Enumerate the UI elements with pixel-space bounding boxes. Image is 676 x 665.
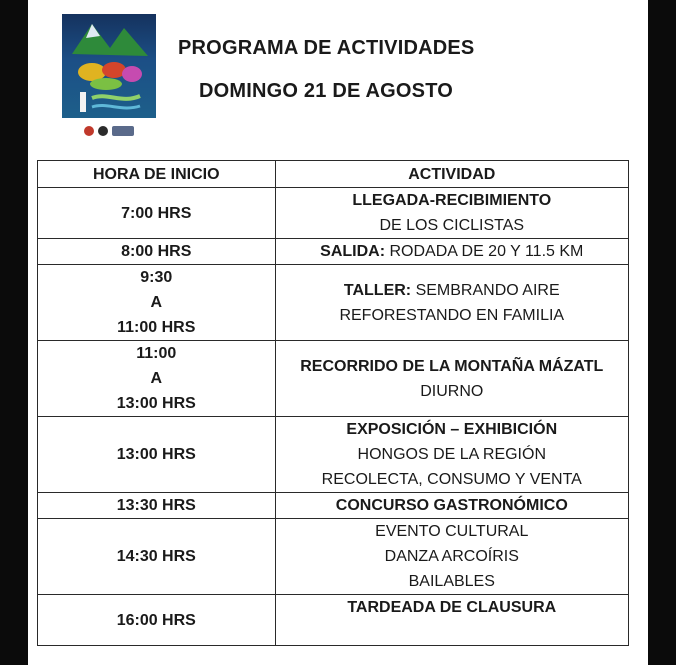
row-start-time [38, 417, 276, 493]
activity-text: RODADA DE 20 Y 11.5 KM [385, 243, 584, 260]
logo-mark-dark-icon [98, 126, 108, 136]
activity-line [276, 278, 628, 303]
schedule-table [37, 160, 629, 646]
row-start-time [38, 519, 276, 595]
activity-emphasis: TALLER: [343, 281, 412, 299]
table-row [38, 188, 629, 239]
activity-text: BAILABLES [408, 573, 495, 590]
right-frame-bar [648, 0, 676, 665]
event-logo [60, 14, 158, 140]
page-title: PROGRAMA DE ACTIVIDADES [178, 37, 475, 59]
row-start-time [38, 188, 276, 239]
activity-emphasis: CONCURSO GASTRONÓMICO [335, 497, 568, 514]
activity-line [276, 354, 628, 379]
activity-text: HONGOS DE LA REGIÓN [357, 446, 546, 463]
activity-text: RECOLECTA, CONSUMO Y VENTA [321, 471, 582, 488]
time-line: 9:30 [140, 269, 173, 286]
activity-line [276, 442, 628, 467]
time-line: 11:00 [136, 345, 177, 362]
row-start-time [38, 239, 276, 265]
row-activity [275, 519, 628, 595]
table-row [38, 493, 629, 519]
activity-line [276, 239, 628, 264]
page-subtitle: DOMINGO 21 DE AGOSTO [199, 80, 454, 102]
row-activity [275, 595, 628, 646]
table-row [38, 265, 629, 341]
header-start-time: HORA DE INICIO [38, 161, 276, 188]
row-activity [275, 188, 628, 239]
row-activity [275, 493, 628, 519]
activity-line [276, 595, 628, 620]
time-line: 14:30 HRS [116, 548, 196, 565]
activity-emphasis: SALIDA: [320, 243, 386, 260]
activity-line [276, 467, 628, 492]
logo-illustration [62, 14, 156, 118]
logo-mark-red-icon [84, 126, 94, 136]
time-line: 13:00 HRS [116, 395, 196, 412]
time-line: 8:00 HRS [121, 243, 192, 260]
table-header-row [38, 161, 629, 188]
logo-mark-text-icon [112, 126, 134, 136]
activity-line [276, 213, 628, 238]
activity-line [276, 569, 628, 594]
time-line: 7:00 HRS [121, 204, 192, 222]
activity-text: REFORESTANDO EN FAMILIA [339, 306, 565, 324]
time-line: 11:00 HRS [117, 319, 196, 336]
row-activity [275, 239, 628, 265]
activity-text: SEMBRANDO AIRE [411, 281, 560, 299]
table-row [38, 417, 629, 493]
activity-line [276, 417, 628, 442]
row-start-time [38, 265, 276, 341]
time-line: 13:00 HRS [116, 446, 196, 463]
table-row [38, 341, 629, 417]
row-start-time [38, 595, 276, 646]
activity-line [276, 379, 628, 404]
row-activity [275, 417, 628, 493]
time-line: A [150, 370, 163, 387]
row-activity [275, 341, 628, 417]
logo-artwork [62, 14, 156, 118]
activity-emphasis: LLEGADA-RECIBIMIENTO [352, 192, 552, 209]
activity-text: DE LOS CICLISTAS [379, 217, 525, 234]
activity-text: DANZA ARCOÍRIS [384, 548, 519, 565]
activity-emphasis: TARDEADA DE CLAUSURA [347, 599, 557, 616]
activity-emphasis: RECORRIDO DE LA MONTAÑA MÁZATL [300, 357, 604, 375]
activity-emphasis: EXPOSICIÓN – EXHIBICIÓN [346, 421, 558, 438]
time-line: 13:30 HRS [116, 497, 196, 514]
table-row [38, 519, 629, 595]
activity-text: DIURNO [420, 382, 484, 400]
activity-line [276, 519, 628, 544]
row-start-time [38, 493, 276, 519]
activity-line [276, 303, 628, 328]
left-frame-bar [0, 0, 28, 665]
row-start-time [38, 341, 276, 417]
time-line: A [150, 294, 163, 311]
schedule-rows [38, 188, 629, 646]
activity-line [276, 620, 628, 645]
table-row [38, 595, 629, 646]
activity-text: EVENTO CULTURAL [375, 523, 529, 540]
logo-sponsor-marks [84, 124, 144, 138]
row-activity [275, 265, 628, 341]
table-row [38, 239, 629, 265]
header-activity: ACTIVIDAD [275, 161, 628, 188]
activity-line [276, 493, 628, 518]
activity-line [276, 544, 628, 569]
activity-line [276, 188, 628, 213]
time-line: 16:00 HRS [116, 611, 196, 629]
